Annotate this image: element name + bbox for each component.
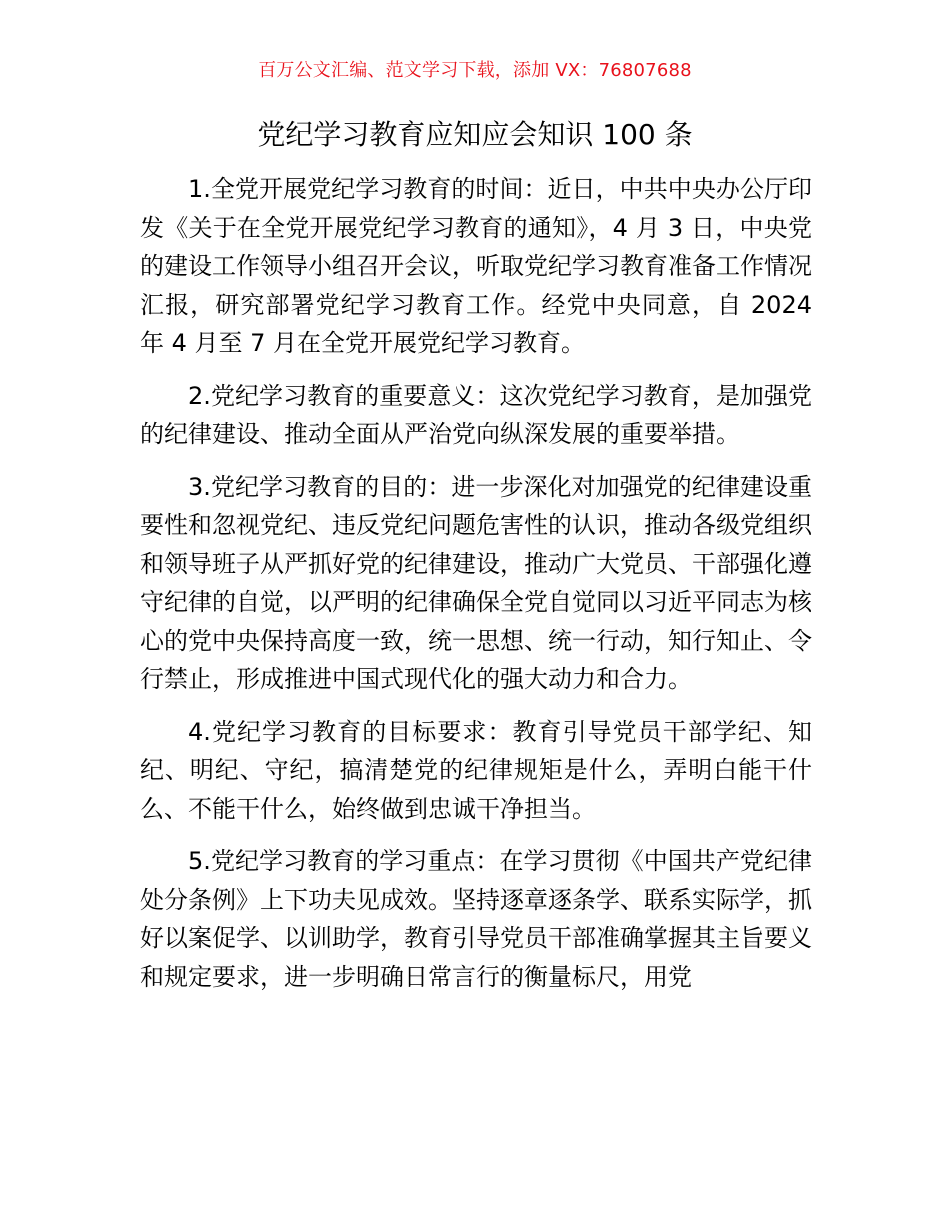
paragraph-3: 3.党纪学习教育的目的：进一步深化对加强党的纪律建设重要性和忽视党纪、违反党纪问题危害性的认识，推动各级党组织和领导班子从严抓好党的纪律建设，推动广大党员、干部强化遵守纪律的自觉，以严明的纪律确保全党自觉同以习近平同志为核心的党中央保持高度一致，统一思想、统一行动，知行知止、令行禁止，形成推进中国式现代化的强大动力和合力。 — [140, 472, 812, 693]
paragraph-2: 2.党纪学习教育的重要意义：这次党纪学习教育，是加强党的纪律建设、推动全面从严治党向纵深发展的重要举措。 — [140, 381, 812, 448]
paragraph-5: 5.党纪学习教育的学习重点：在学习贯彻《中国共产党纪律处分条例》上下功夫见成效。坚持逐章逐条学、联系实际学，抓好以案促学、以训助学，教育引导党员干部准确掌握其主旨要义和规定要求，进一步明确日常言行的衡量标尺，用党 — [140, 847, 812, 991]
document-title: 党纪学习教育应知应会知识 100 条 — [257, 118, 693, 151]
paragraph-1: 1.全党开展党纪学习教育的时间：近日，中共中央办公厅印发《关于在全党开展党纪学习教育的通知》，4 月 3 日，中央党的建设工作领导小组召开会议，听取党纪学习教育准备工作情况汇报，研究部署党纪学习教育工作。经党中央同意，自 2024 年 4 月至 7 月在全党开展党纪学习教育。 — [140, 175, 812, 357]
header-watermark-note: 百万公文汇编、范文学习下载，添加 VX：76807688 — [258, 60, 692, 81]
paragraph-4: 4.党纪学习教育的目标要求：教育引导党员干部学纪、知纪、明纪、守纪，搞清楚党的纪律规矩是什么，弄明白能干什么、不能干什么，始终做到忠诚干净担当。 — [140, 717, 812, 823]
document-body — [140, 170, 812, 1010]
